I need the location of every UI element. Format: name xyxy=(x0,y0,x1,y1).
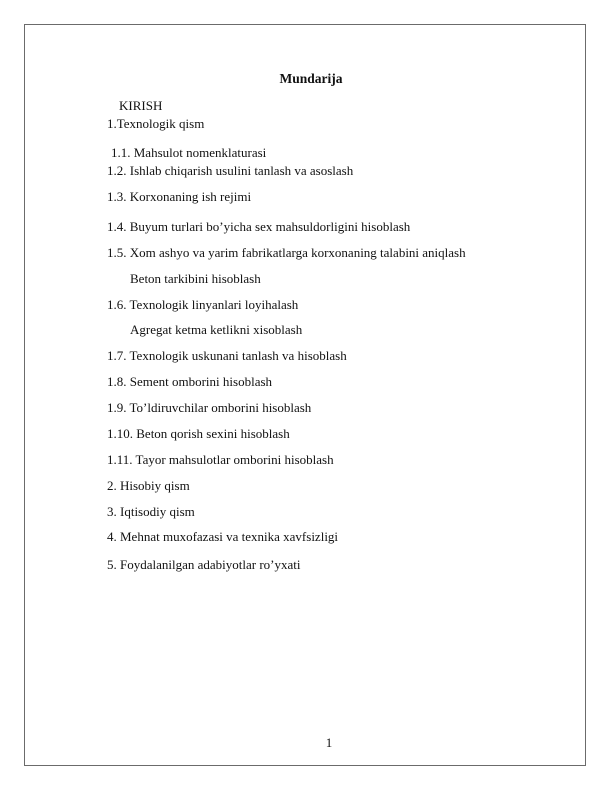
toc-entry-1-3: 1.3. Korxonaning ish rejimi xyxy=(107,189,252,204)
toc-entry-1-2: 1.2. Ishlab chiqarish usulini tanlash va asoslash xyxy=(107,163,354,178)
page-number: 1 xyxy=(325,735,333,750)
toc-entry-1-11: 1.11. Tayor mahsulotlar omborini hisoblash xyxy=(107,452,334,467)
toc-entry-1-6-sub: Agregat ketma ketlikni xisoblash xyxy=(130,322,303,337)
toc-entry-1-4: 1.4. Buyum turlari bo’yicha sex mahsuldorligini hisoblash xyxy=(107,219,411,234)
page-title: Mundarija xyxy=(279,71,343,86)
toc-entry-1-5-sub: Beton tarkibini hisoblash xyxy=(130,271,261,286)
toc-entry-1-5: 1.5. Xom ashyo va yarim fabrikatlarga korxonaning talabini aniqlash xyxy=(107,245,466,260)
toc-entry-1-9: 1.9. To’ldiruvchilar omborini hisoblash xyxy=(107,400,312,415)
toc-entry-3: 3. Iqtisodiy qism xyxy=(107,504,195,519)
toc-entry-1-8: 1.8. Sement omborini hisoblash xyxy=(107,374,273,389)
toc-entry-1-1: 1.1. Mahsulot nomenklaturasi xyxy=(111,145,267,160)
page-border xyxy=(24,24,586,766)
toc-entry-2: 2. Hisobiy qism xyxy=(107,478,190,493)
toc-entry-1-10: 1.10. Beton qorish sexini hisoblash xyxy=(107,426,290,441)
toc-entry-5: 5. Foydalanilgan adabiyotlar ro’yxati xyxy=(107,557,301,572)
toc-entry-1-6: 1.6. Texnologik linyanlari loyihalash xyxy=(107,297,299,312)
toc-entry-1: 1.Texnologik qism xyxy=(107,116,205,131)
toc-entry-4: 4. Mehnat muxofazasi va texnika xavfsizligi xyxy=(107,529,339,544)
toc-entry-1-7: 1.7. Texnologik uskunani tanlash va hisoblash xyxy=(107,348,347,363)
toc-entry-kirish: KIRISH xyxy=(119,98,163,113)
